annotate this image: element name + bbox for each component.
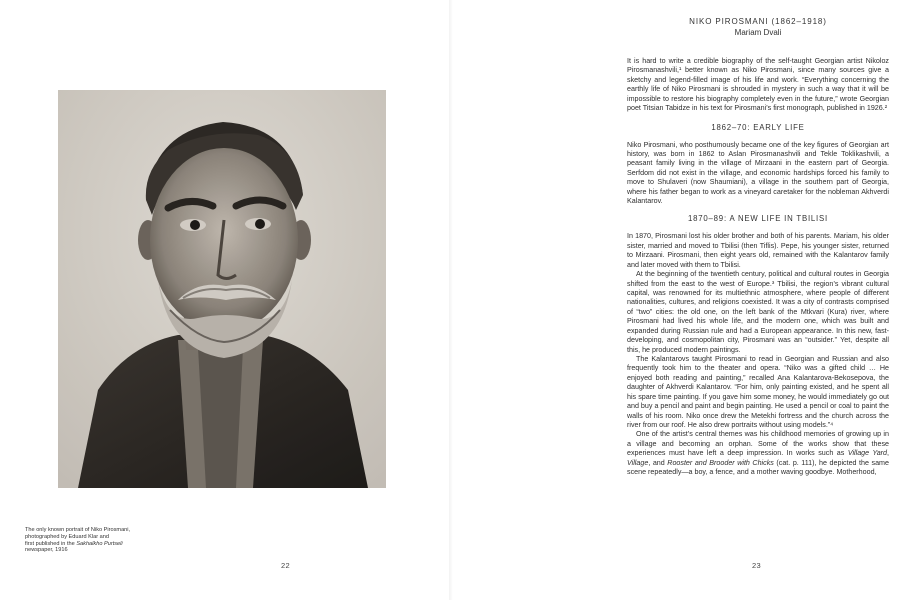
tbilisi-paragraph-2: At the beginning of the twentieth century, political and cultural routes in Georgia shifted from the east to the west of Europe.³ Tbilisi, the region’s vibrant cultural capital, was renowned for its multiethnic atmosphere, where people of different nationalities, cultures, and religions coexisted. It was a city of contrasts comprised of “two” cities: the old one, on the left bank of the Mtkvari (Kura) river, where Pirosmani had lived his whole life, and the modern one, which was built and expanded during Russian rule and had a European appearance. In this new, fast-developing, and cosmopolitan city, Pirosmani was an “outsider.” Yet, despite all this, he produced modern paintings. (627, 270, 889, 354)
p4-text-c: , and (648, 458, 668, 467)
tbilisi-paragraph-1: In 1870, Pirosmani lost his older brother and both of his parents. Mariam, his older sister, married and moved to Tbilisi (then Tiflis). Pepe, his younger sister, returned to Mirzaani. Pirosmani, then eight years old, remained with the Kalantarov family and later moved with them to Tbilisi. (627, 232, 889, 269)
chapter-header (627, 17, 889, 38)
p4-text-a: One of the artist’s central themes was his childhood memories of growing up in a village and becoming an orphan. Some of the works show that these experiences must have left a deep impression. In works such as (627, 430, 889, 458)
body-text-column (627, 57, 889, 477)
artwork-title-rooster: Rooster and Brooder with Chicks (667, 458, 774, 467)
early-life-paragraph: Niko Pirosmani, who posthumously became one of the key figures of Georgian art history, was born in 1862 to Aslan Pirosmanashvili and Tekle Toklikashvili, a peasant family living in the village of Mirzaani in the eastern part of Georgia. Serfdom did not exist in the village, and economic hardships forced his family to move to Shulaveri (now Shaumiani), a village in the southern part of Georgia, where his father began to work as a vineyard caretaker for the nobleman Akhverdi Kalantarov. (627, 140, 889, 206)
chapter-author: Mariam Dvali (734, 27, 782, 37)
chapter-title: NIKO PIROSMANI (1862–1918) (689, 17, 827, 26)
section-heading-early-life: 1862–70: EARLY LIFE (711, 122, 805, 132)
caption-line-4: newspaper, 1916 (25, 547, 68, 554)
tbilisi-paragraph-3: The Kalantarovs taught Pirosmani to read in Georgian and Russian and also frequently took him to the theater and opera. “Niko was a gifted child … He enjoyed both reading and painting,” recalled Ana Kalantarova-Bekosepova, the daughter of Akhverdi Kalantarov. “For him, only painting existed, and he spent all his spare time painting. If you gave him some money, he would immediately go out and buy a pencil and paint and begin painting. He used a pencil or coal to paint the walls of his room. Niko once drew the Metekhi fortress and the church across the river from our roof. He also drew portraits without using models.”⁴ (627, 354, 889, 429)
photo-caption (25, 527, 155, 554)
caption-line-3 (25, 541, 155, 548)
p4-text-d: (cat. p. 111), he depicted the same scene repeatedly—a boy, a fence, and a mother waving goodbye. Motherhood, (627, 458, 889, 477)
section-heading-tbilisi: 1870–89: A NEW LIFE IN TBILISI (687, 214, 828, 224)
caption-line-1: The only known portrait of Niko Pirosmani, (25, 527, 131, 533)
gutter-shadow (449, 0, 453, 600)
intro-paragraph: It is hard to write a credible biography of the self-taught Georgian artist Nikoloz Pirosmanashvili,¹ better known as Niko Pirosmani, since many sources give a sketchy and legend-filled image of his life and work. “Everything concerning the earthly life of Niko Pirosmani is shrouded in mystery in such a way that it will be impossible to restore his biography completely even in the future,” wrote Georgian poet Titsian Tabidze in his text for Pirosmani’s first monograph, published in 1926.² (627, 57, 889, 113)
portrait-photograph (58, 90, 386, 488)
artwork-title-village: Village (627, 458, 649, 467)
page-number-right: 23 (752, 561, 761, 570)
newspaper-title: Sakhalkho Purtseli (76, 540, 123, 547)
caption-line-3-text: first published in the (25, 540, 77, 547)
p4-text-b: , (887, 449, 890, 458)
tbilisi-paragraph-4 (627, 430, 889, 477)
caption-line-2: photographed by Eduard Klar and (25, 533, 109, 540)
artwork-title-village-yard: Village Yard (847, 449, 888, 458)
page-number-left: 22 (281, 561, 290, 570)
